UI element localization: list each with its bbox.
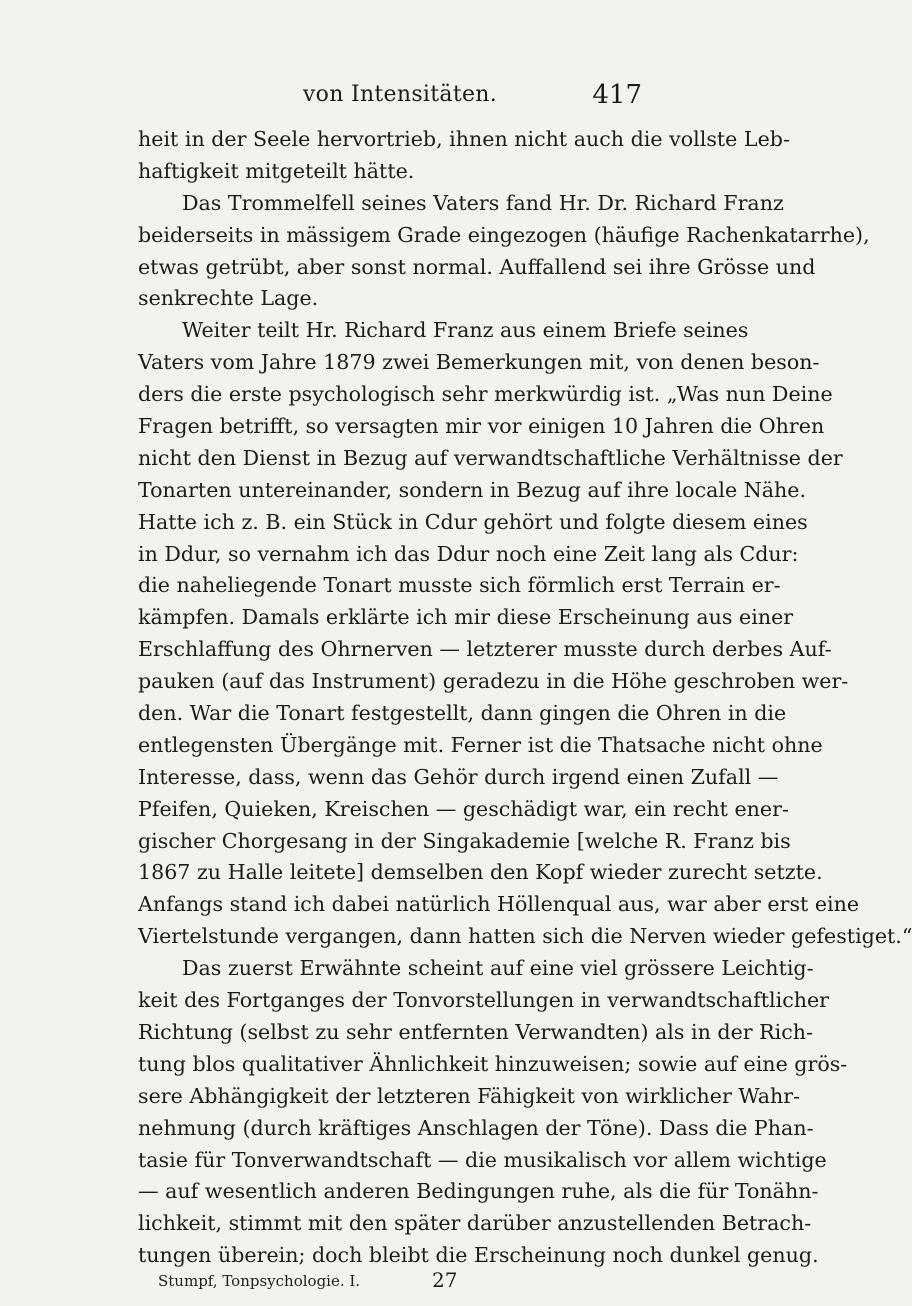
text-line: pauken (auf das Instrument) geradezu in die Höhe geschroben wer-: [138, 669, 849, 694]
text-line: nehmung (durch kräftiges Anschlagen der Töne). Dass die Phan-: [138, 1115, 814, 1140]
text-line: — auf wesentlich anderen Bedingungen ruhe, als die für Tonähn-: [138, 1179, 819, 1204]
text-line: ders die erste psychologisch sehr merkwürdig ist. „Was nun Deine: [138, 382, 833, 407]
body-text: [138, 124, 912, 1272]
running-head: [0, 78, 800, 118]
text-line: beiderseits in mässigem Grade eingezogen (häufige Rachenkatarrhe),: [138, 222, 870, 247]
text-line: Erschlaffung des Ohrnerven — letzterer musste durch derbes Auf-: [138, 637, 832, 662]
text-line: Pfeifen, Quieken, Kreischen — geschädigt war, ein recht ener-: [138, 796, 789, 821]
text-line: entlegensten Übergänge mit. Ferner ist die Thatsache nicht ohne: [138, 732, 823, 757]
text-line: kämpfen. Damals erklärte ich mir diese Erscheinung aus einer: [138, 605, 794, 630]
text-line: heit in der Seele hervortrieb, ihnen nicht auch die vollste Leb-: [138, 127, 790, 151]
page-number: 417: [592, 80, 642, 110]
text-line: lichkeit, stimmt mit den später darüber anzustellenden Betrach-: [138, 1211, 812, 1236]
page-footer: [158, 1268, 658, 1296]
text-line: Fragen betrifft, so versagten mir vor einigen 10 Jahren die Ohren: [138, 414, 825, 439]
text-line: die naheliegende Tonart musste sich förmlich erst Terrain er-: [138, 573, 781, 598]
text-line: tasie für Tonverwandtschaft — die musikalisch vor allem wichtige: [138, 1147, 827, 1172]
running-title: von Intensitäten.: [302, 82, 498, 107]
text-line: nicht den Dienst in Bezug auf verwandtschaftliche Verhältnisse der: [138, 445, 843, 470]
text-line: Richtung (selbst zu sehr entfernten Verwandten) als in der Rich-: [138, 1019, 814, 1044]
text-line: tungen überein; doch bleibt die Erscheinung noch dunkel genug.: [138, 1243, 819, 1268]
text-line: Hatte ich z. B. ein Stück in Cdur gehört und folgte diesem eines: [138, 509, 808, 534]
text-line: 1867 zu Halle leitete] demselben den Kopf wieder zurecht setzte.: [138, 860, 823, 885]
text-line: keit des Fortganges der Tonvorstellungen in verwandtschaftlicher: [138, 988, 830, 1013]
text-line: Anfangs stand ich dabei natürlich Höllenqual aus, war aber erst eine: [138, 892, 860, 917]
text-line: Das Trommelfell seines Vaters fand Hr. Dr. Richard Franz: [182, 190, 784, 215]
footer-sheet-number: 27: [432, 1268, 458, 1292]
text-line: gischer Chorgesang in der Singakademie [welche R. Franz bis: [138, 828, 791, 853]
text-line: etwas getrübt, aber sonst normal. Auffallend sei ihre Grösse und: [138, 254, 816, 279]
text-line: Das zuerst Erwähnte scheint auf eine viel grössere Leichtig-: [182, 956, 814, 981]
text-line: in Ddur, so vernahm ich das Ddur noch eine Zeit lang als Cdur:: [138, 541, 799, 566]
text-line: den. War die Tonart festgestellt, dann gingen die Ohren in die: [138, 701, 787, 726]
text-line: tung blos qualitativer Ähnlichkeit hinzuweisen; sowie auf eine grös-: [138, 1051, 848, 1076]
text-line: Vaters vom Jahre 1879 zwei Bemerkungen mit, von denen beson-: [138, 350, 820, 375]
text-line: haftigkeit mitgeteilt hätte.: [138, 158, 415, 183]
text-line: senkrechte Lage.: [138, 286, 319, 311]
footer-signature: Stumpf, Tonpsychologie. I.: [158, 1272, 361, 1290]
text-line: Tonarten untereinander, sondern in Bezug auf ihre locale Nähe.: [138, 477, 807, 502]
text-line: sere Abhängigkeit der letzteren Fähigkeit von wirklicher Wahr-: [138, 1083, 801, 1108]
text-line: Viertelstunde vergangen, dann hatten sich die Nerven wieder gefestiget.“: [138, 924, 912, 949]
text-line: Weiter teilt Hr. Richard Franz aus einem Briefe seines: [182, 318, 749, 343]
text-line: Interesse, dass, wenn das Gehör durch irgend einen Zufall —: [138, 764, 779, 789]
